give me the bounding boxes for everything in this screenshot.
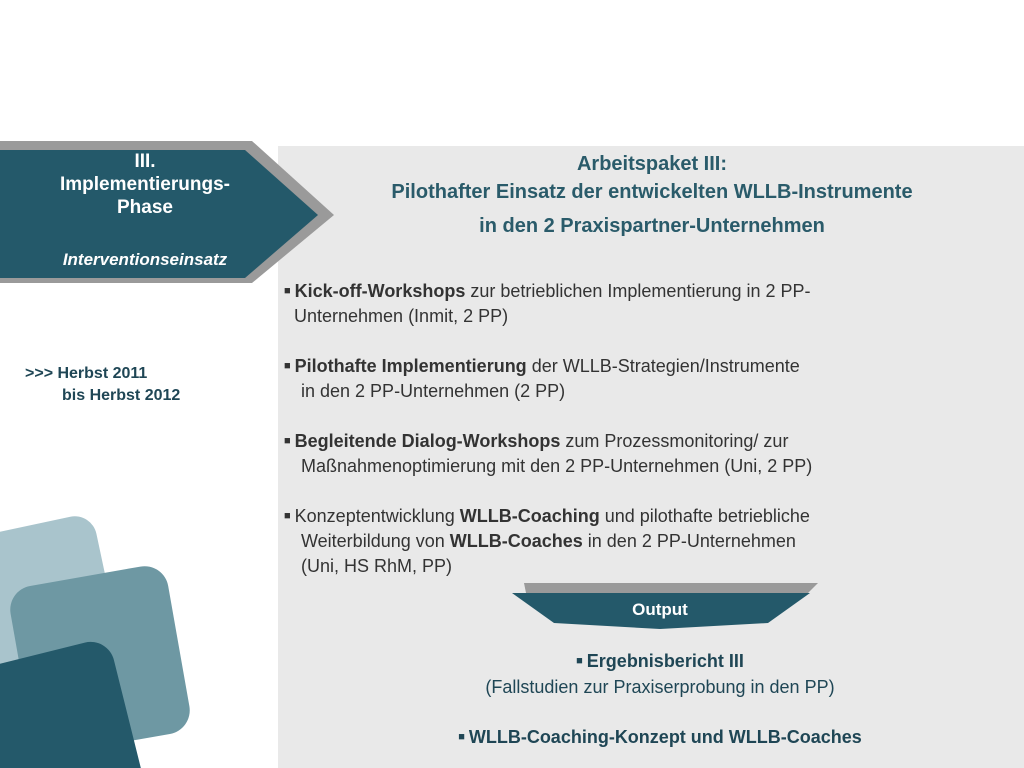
title-line3: in den 2 Praxispartner-Unternehmen: [479, 215, 825, 237]
bullet-marker: ■: [284, 435, 291, 447]
title-line2: Pilothafter Einsatz der entwickelten WLLB-Instrumente: [391, 181, 913, 203]
bullet-bold: WLLB-Coaching: [459, 506, 600, 526]
bullet-text: zur betrieblichen Implementierung in 2 PP-: [465, 281, 811, 301]
phase-title: [0, 150, 290, 219]
bullet-bold: Pilothafte Implementierung: [294, 356, 527, 376]
bullet-marker: ■: [458, 731, 465, 743]
bullet-text: zum Prozessmonitoring/ zur: [560, 431, 789, 451]
result-2: [290, 724, 1024, 750]
bullet-item: [284, 354, 984, 404]
result-1: [290, 648, 1024, 674]
phase-name-line1: Implementierungs-: [60, 174, 230, 195]
phase-name-line2: Phase: [117, 197, 173, 218]
result-1-sub: (Fallstudien zur Praxiserprobung in den PP): [485, 677, 835, 697]
funnel-shadow: [524, 583, 818, 593]
timeframe: [25, 363, 180, 407]
bullet-marker: ■: [284, 285, 291, 297]
timeframe-start: >>> Herbst 2011: [25, 365, 148, 382]
bullet-bold: WLLB-Coaches: [449, 531, 583, 551]
bullet-continuation: Unternehmen (Inmit, 2 PP): [294, 306, 509, 326]
decorative-shapes: [0, 505, 210, 768]
work-package-title: [300, 150, 1004, 240]
phase-subtitle: Interventionseinsatz: [62, 250, 228, 269]
result-2-text: WLLB-Coaching-Konzept und WLLB-Coaches: [468, 727, 862, 747]
bullet-marker: ■: [284, 510, 291, 522]
bullet-item: [284, 504, 984, 579]
bullet-list: [284, 279, 984, 604]
bullet-marker: ■: [576, 655, 583, 667]
timeframe-end: bis Herbst 2012: [62, 387, 181, 404]
bullet-text: und pilothafte betriebliche: [599, 506, 810, 526]
title-line1: Arbeitspaket III:: [576, 153, 728, 175]
bullet-bold: Begleitende Dialog-Workshops: [294, 431, 561, 451]
output-label: Output: [632, 600, 688, 619]
result-1-text: Ergebnisbericht III: [586, 651, 744, 671]
results: [290, 648, 1024, 750]
bullet-continuation: in den 2 PP-Unternehmen (2 PP): [301, 381, 566, 401]
bullet-text: der WLLB-Strategien/Instrumente: [526, 356, 800, 376]
bullet-continuation: Maßnahmenoptimierung mit den 2 PP-Unternehmen (Uni, 2 PP): [301, 456, 813, 476]
bullet-text: Weiterbildung von: [301, 531, 450, 551]
bullet-text: Konzeptentwicklung: [294, 506, 460, 526]
phase-number: III.: [134, 151, 156, 172]
bullet-marker: ■: [284, 360, 291, 372]
bullet-continuation: [284, 529, 984, 554]
bullet-text: in den 2 PP-Unternehmen: [582, 531, 796, 551]
bullet-item: [284, 429, 984, 479]
bullet-continuation: (Uni, HS RhM, PP): [301, 556, 453, 576]
bullet-bold: Kick-off-Workshops: [294, 281, 466, 301]
bullet-item: [284, 279, 984, 329]
